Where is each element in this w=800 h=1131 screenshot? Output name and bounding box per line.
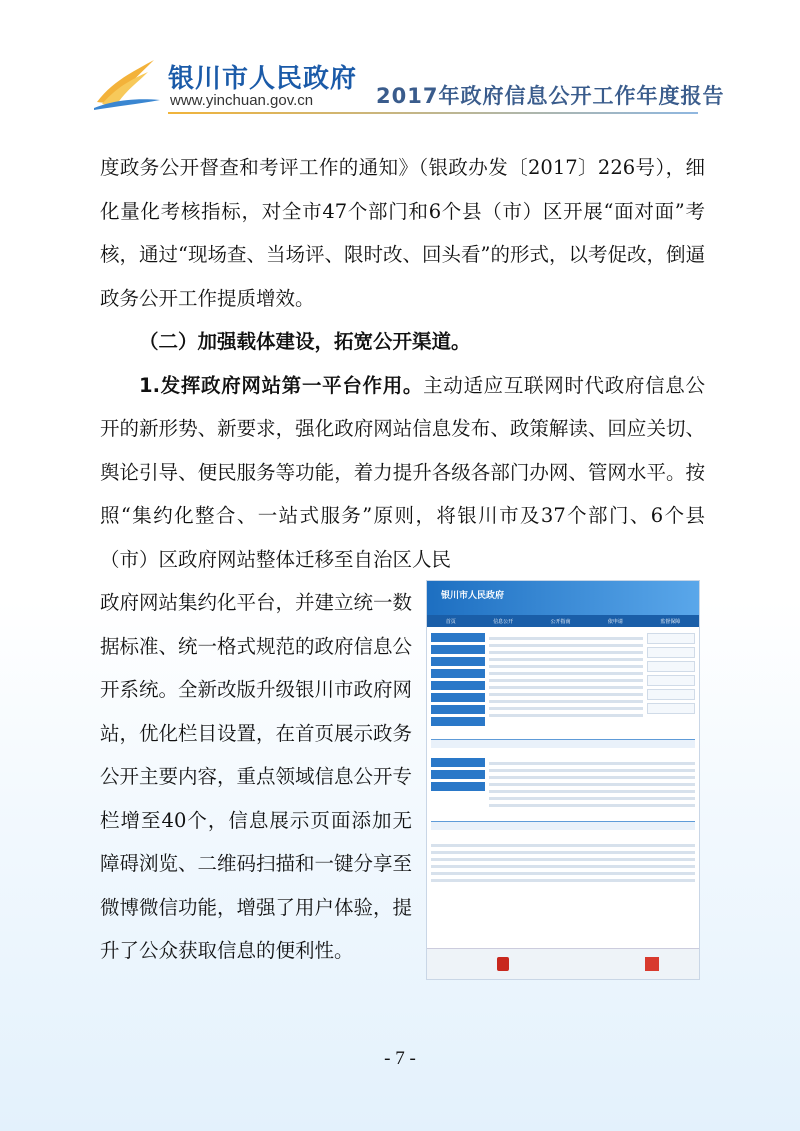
website-section-bar: [431, 739, 695, 748]
website-news-list: [489, 633, 643, 729]
paragraph: [100, 364, 705, 582]
header-divider: [168, 112, 698, 114]
site-name: 银川市人民政府: [168, 64, 358, 94]
paragraph-body: 主动适应互联网时代政府信息公开的新形势、新要求，强化政府网站信息发布、政策解读、回应关切、舆论引导、便民服务等功能，着力提升各级各部门办网、管网水平。按照“集约化整合、一站式服务”原则，将银川市及37个部门、6个县（市）区政府网站整体迁移至自治区人民: [100, 373, 705, 571]
badge-icon: [645, 957, 659, 971]
website-nav: [427, 615, 699, 627]
website-section-list: [427, 752, 699, 817]
website-sidebar: [431, 633, 485, 729]
section-heading: （二）加强载体建设，拓宽公开渠道。: [139, 330, 471, 353]
website-main: [427, 627, 699, 735]
yinchuan-logo-icon: [92, 52, 162, 112]
website-nav-item: 公开指南: [550, 618, 571, 625]
website-footer: [427, 948, 699, 979]
report-title: 2017年政府信息公开工作年度报告: [376, 84, 725, 108]
website-logo: 银川市人民政府: [441, 591, 505, 601]
paragraph: 度政务公开督查和考评工作的通知》（银政办发〔2017〕226号），细化量化考核指标，对全市47个部门和6个县（市）区开展“面对面”考核，通过“现场查、当场评、限时改、回头看”的形式，以考促改，倒逼政务公开工作提质增效。: [100, 156, 705, 310]
emblem-icon: [497, 957, 509, 971]
website-screenshot: [426, 580, 700, 980]
website-banner: [427, 581, 699, 615]
website-section-list: [427, 834, 699, 892]
paragraph: 政府网站集约化平台，并建立统一数据标准、统一格式规范的政府信息公开系统。全新改版升级银川市政府网站，优化栏目设置，在首页展示政务公开主要内容，重点领域信息公开专栏增至40个，信息展示页面添加无障碍浏览、二维码扫描和一键分享至微博微信功能，增强了用户体验，提升了公众获取信息的便利性。: [100, 591, 413, 962]
site-url: www.yinchuan.gov.cn: [170, 92, 314, 109]
website-nav-item: 依申请: [607, 618, 623, 625]
paragraph-lead: 1.发挥政府网站第一平台作用。: [139, 373, 424, 397]
website-nav-item: 信息公开: [493, 618, 514, 625]
website-section-bar: [431, 821, 695, 830]
website-nav-item: 首页: [445, 618, 456, 625]
website-right-column: [647, 633, 695, 729]
website-nav-item: 监督保障: [660, 618, 681, 625]
page-header: [0, 0, 800, 120]
page-number: - 7 -: [384, 1048, 416, 1069]
